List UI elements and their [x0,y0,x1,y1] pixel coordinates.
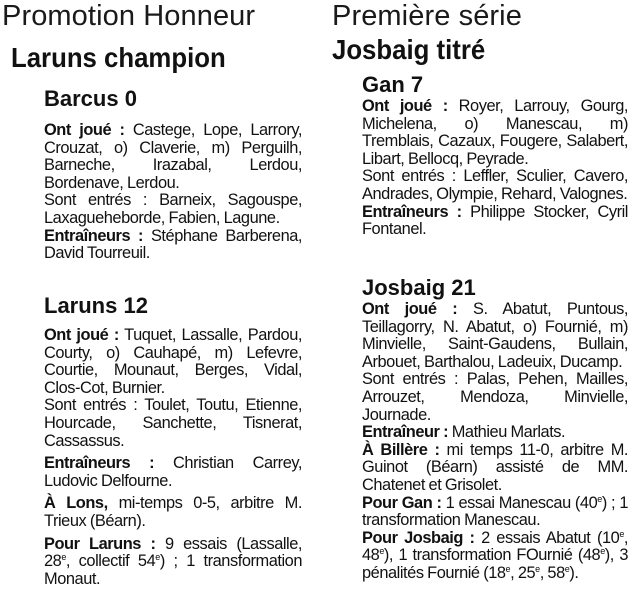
headline-laruns-champion: Laruns champion [11,42,226,73]
lineup-label: Ont joué : [362,97,448,115]
venue-text: mi-temps 0-5, arbitre M. Trieux (Béarn). [44,494,302,530]
coaches-label: Entraîneurs : [44,226,144,245]
venue-paragraph [44,495,302,530]
match-report-josbaig [362,301,628,583]
match-report-laruns [44,327,302,588]
ordinal-sup: e [564,563,570,574]
scoring-text: ) ; 1 transformation Monaut. [44,552,302,588]
lineup-paragraph [362,301,628,371]
lineup-label: Ont joué : [44,326,119,344]
scoring-gan-paragraph [362,495,628,530]
coaches-text: Philippe Stocker, Cyril Fontanel. [362,202,628,239]
ordinal-sup: e [535,563,540,574]
lineup-label: Ont joué : [362,300,458,318]
ordinal-sup: e [155,552,160,563]
lineup-paragraph [44,122,302,192]
venue-paragraph [362,442,628,495]
ordinal-sup: e [597,493,602,504]
coaches-text: Mathieu Marlats. [451,423,566,442]
scoring-josbaig-paragraph [362,530,628,583]
coaches-paragraph [362,204,628,239]
team-heading-gan: Gan 7 [362,72,424,97]
scoring-text: , 48 [362,528,628,565]
scoring-text: , 25 [510,563,536,582]
coaches-paragraph [362,424,628,442]
scoring-text: 9 essais (Lassalle, 28 [44,534,303,571]
scoring-text: , 58 [539,563,565,582]
coaches-label: Entraîneurs : [44,454,155,473]
ordinal-sup: e [379,546,384,557]
section-title-premiere-serie: Première série [332,0,522,32]
scoring-label: Pour Gan : [362,493,442,512]
lineup-text: Tuquet, Lassalle, Pardou, Courty, o) Cauhapé, m) Lefevre, Courtie, Mounaut, Berges, Vidal, Clos-Cot, Burnier. [44,326,302,397]
substitutes-paragraph: Sont entrés : Palas, Pehen, Mailles, Arrouzet, Mendoza, Minvielle, Journade. [362,370,628,424]
scoring-label: Pour Laruns : [44,534,156,553]
scoring-text: ). [569,563,579,582]
lineup-text: Royer, Larrouy, Gourg, Michelena, o) Manescau, m) Tremblais, Cazaux, Fougere, Salabert, Libart, Bellocq, Peyrade. [362,97,628,168]
ordinal-sup: e [505,563,511,574]
ordinal-sup: e [61,552,66,563]
section-title-promotion-honneur: Promotion Honneur [2,0,256,32]
scoring-paragraph [44,536,302,589]
venue-text: mi temps 11-0, arbitre M. Guinot (Béarn) assisté de MM. Chatenet et Grisolet. [362,440,629,494]
scoring-text: ) ; 1 transformation Manescau. [362,493,629,530]
scoring-text: ), 3 pénalités Fournié (18 [362,546,628,582]
coaches-paragraph [44,228,302,263]
match-report-gan [362,98,628,239]
team-heading-laruns: Laruns 12 [44,293,148,318]
scoring-text: , collectif 54 [65,552,156,571]
headline-josbaig-titre: Josbaig titré [332,34,486,65]
team-heading-barcus: Barcus 0 [44,86,137,111]
coaches-text: Stéphane Barberena, David Tourreuil. [44,226,303,263]
coaches-label: Entraîneur : [362,423,449,442]
lineup-text: S. Abatut, Puntous, Teillagorry, N. Abatut, o) Fournié, m) Minvielle, Saint-Gaudens, Bullain, Arbouet, Barthalou, Ladeuix, Ducamp. [362,300,628,371]
ordinal-sup: e [619,528,624,539]
coaches-label: Entraîneurs : [362,202,462,221]
substitutes-paragraph: Sont entrés : Leffler, Sculier, Cavero, Andrades, Olympie, Rehard, Valognes. [362,167,628,203]
ordinal-sup: e [600,546,605,557]
venue-label: À Billère : [362,440,440,459]
substitutes-paragraph: Sont entrés : Barneix, Sagouspe, Laxagueheborde, Fabien, Lagune. [44,191,302,227]
scoring-text: 1 essai Manescau (40 [445,493,598,512]
substitutes-paragraph: Sont entrés : Toulet, Toutu, Etienne, Hourcade, Sanchette, Tisnerat, Cassassus. [44,396,302,450]
venue-label: À Lons, [44,494,108,513]
lineup-paragraph [44,327,302,397]
lineup-text: Castege, Lope, Larrory, Crouzat, o) Claverie, m) Perguilh, Barneche, Irazabal, Lerdou, Bordenave, Lerdou. [44,121,302,192]
coaches-paragraph [44,455,302,490]
lineup-label: Ont joué : [44,121,125,139]
lineup-paragraph [362,98,628,168]
team-heading-josbaig: Josbaig 21 [362,275,476,300]
scoring-label: Pour Josbaig : [362,528,475,547]
match-report-barcus [44,122,302,263]
scoring-text: ), 1 transformation FOurnié (48 [383,546,601,565]
coaches-text: Christian Carrey, Ludovic Delfourne. [44,454,302,490]
scoring-text: 2 essais Abatut (10 [481,528,620,547]
